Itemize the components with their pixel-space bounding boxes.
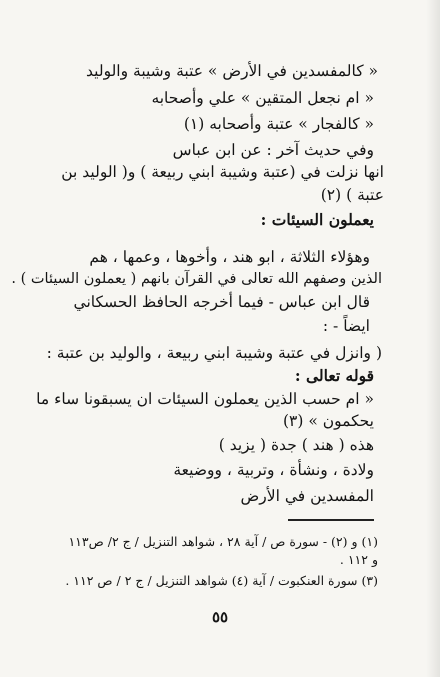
page-number: ٥٥: [211, 608, 229, 626]
body-line-12: ( وانزل في عتبة وشيبة ابني ربيعة ، والوليد بن عتبة :: [46, 344, 382, 362]
body-line-16: هذه ( هند ) جدة ( يزيد ): [218, 436, 374, 454]
footnote-2: (٣) سورة العنكبوت / آية (٤) شواهد التنزيل / ج ٢ / ص ١١٢ .: [65, 573, 378, 588]
body-line-9: الذين وصفهم الله تعالى في القرآن بانهم ( يعملون السيئات ) .: [11, 271, 382, 287]
body-line-5: انها نزلت في (عتبة وشيبة ابني ربيعة ) و( الوليد بن: [61, 163, 384, 181]
body-line-10: قال ابن عباس - فيما أخرجه الحافظ الحسكاني: [73, 293, 370, 311]
body-line-2: « ام نجعل المتقين » علي وأصحابه: [151, 89, 374, 107]
section-heading: يعملون السيئات :: [260, 210, 374, 229]
body-line-14: « ام حسب الذين يعملون السيئات ان يسبقونا ساء ما: [36, 390, 374, 408]
footnote-1: (١) و (٢) - سورة ص / آية ٢٨ ، شواهد التنزيل / ج ٢/ ص١١٣: [68, 534, 378, 549]
page-edge-shadow: [426, 0, 440, 677]
body-line-1: « كالمفسدين في الأرض » عتبة وشيبة والوليد: [86, 62, 378, 80]
body-line-17: ولادة ، ونشأة ، وتربية ، ووضيعة: [173, 461, 374, 479]
body-line-15: يحكمون » (٣): [282, 412, 374, 430]
body-line-8: وهؤلاء الثلاثة ، ابو هند ، وأخوها ، وعمها ، هم: [89, 248, 370, 266]
footnote-1-continuation: و ١١٢ .: [339, 552, 378, 567]
body-line-3: « كالفجار » عتبة وأصحابه (١): [183, 115, 374, 133]
body-line-13: قوله تعالى :: [294, 366, 374, 385]
body-line-18: المفسدين في الأرض: [240, 487, 374, 505]
body-line-11: ايضاً - :: [322, 317, 370, 335]
body-line-6: عتبة ) (٢): [320, 186, 384, 204]
body-line-4: وفي حديث آخر : عن ابن عباس: [172, 141, 374, 159]
footnote-separator: [288, 519, 374, 521]
